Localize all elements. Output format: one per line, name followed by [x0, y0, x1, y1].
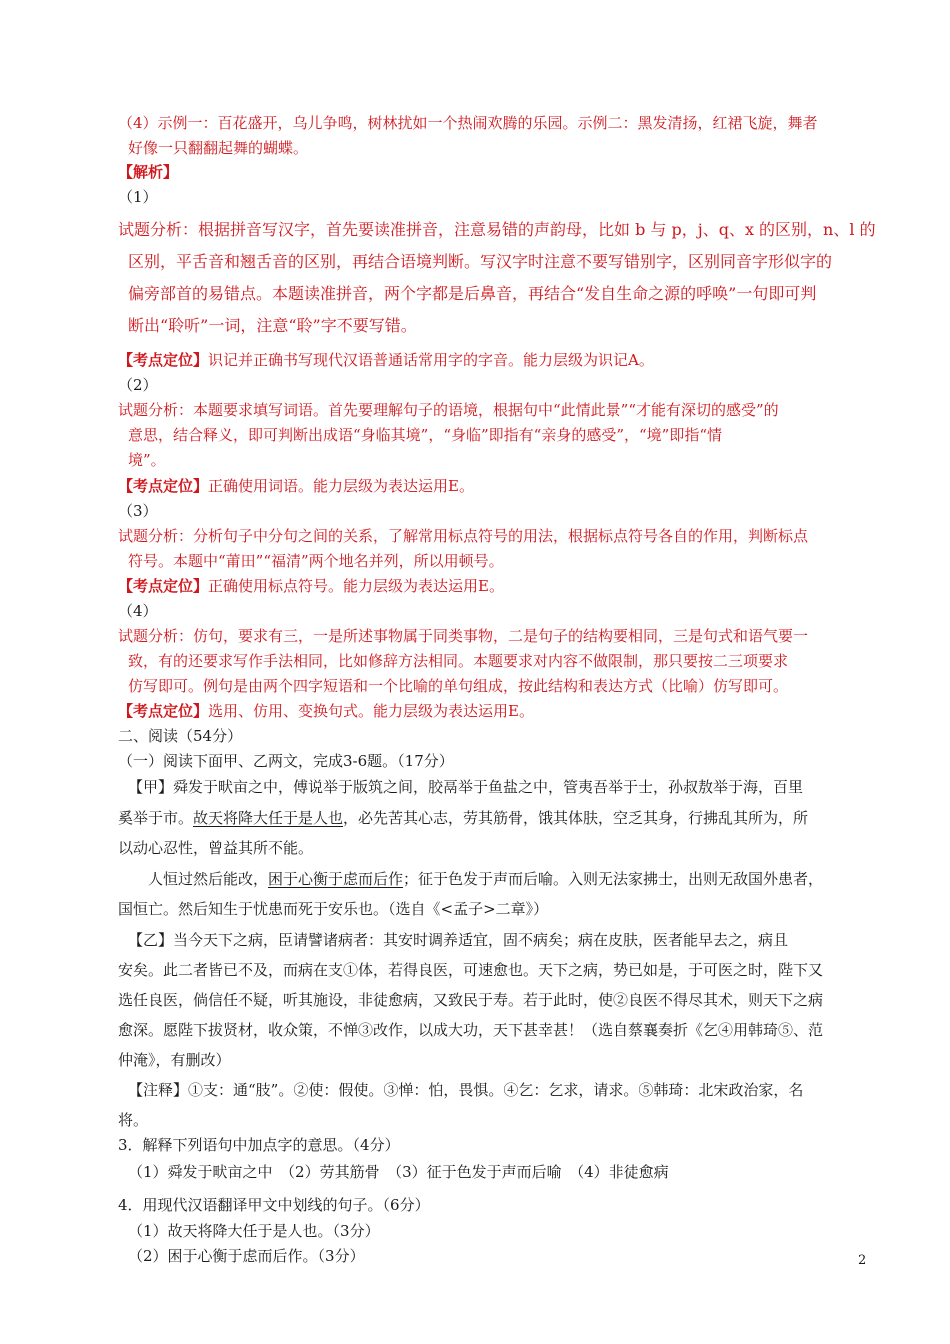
question4-title: 4．用现代汉语翻译甲文中划线的句子。（6分）: [118, 1196, 430, 1214]
part3-keypoint: [118, 573, 878, 599]
section2-heading: 二、阅读（54分）: [118, 727, 243, 745]
jia-line2: [118, 805, 878, 831]
part1-analysis-line3: 偏旁部首的易错点。本题读准拼音，两个字都是后鼻音，再结合“发自生命之源的呼唤”一句即可判: [128, 284, 817, 303]
part3-number: （3）: [118, 502, 158, 520]
question4-item1: （1）故天将降大任于是人也。（3分）: [128, 1222, 380, 1240]
part2-number: （2）: [118, 376, 158, 394]
part4-keypoint: [118, 698, 878, 724]
jia-line1: 【甲】舜发于畎亩之中，傅说举于版筑之间，胶鬲举于鱼盐之中，管夷吾举于士，孙叔敖举于海，百里: [128, 778, 804, 796]
part4-analysis-line1: 试题分析：仿句，要求有三，一是所述事物属于同类事物，二是句子的结构要相同，三是句式和语气要一: [118, 627, 809, 645]
part1-keypoint: [118, 347, 878, 373]
keypoint-tag: 【考点定位】: [118, 702, 209, 720]
yi-line3: 选任良医，倘信任不疑，听其施设，非徒愈病，又致民于寿。若于此时，使②良医不得尽其术，则天下之病: [118, 991, 824, 1009]
jia-text: 人恒过然后能改，: [148, 870, 269, 888]
part2-analysis-line1: 试题分析：本题要求填写词语。首先要理解句子的语境，根据句中“此情此景”“才能有深切的感受”的: [118, 401, 779, 419]
jia-line4: [148, 866, 908, 892]
yi-line5: 仲淹》，有删改）: [118, 1051, 231, 1069]
jia-line5: 国恒亡。然后知生于忧患而死于安乐也。（选自《<孟子>二章》）: [118, 900, 549, 918]
jia-line3: 以动心忍性，曾益其所不能。: [118, 839, 314, 857]
part4-number: （4）: [118, 602, 158, 620]
part3-analysis-line1: 试题分析：分析句子中分句之间的关系，了解常用标点符号的用法，根据标点符号各自的作用，判断标点: [118, 527, 809, 545]
keypoint-text: 选用、仿用、变换句式。能力层级为表达运用E。: [208, 702, 534, 720]
keypoint-text: 正确使用词语。能力层级为表达运用E。: [208, 477, 474, 495]
keypoint-tag: 【考点定位】: [118, 351, 209, 369]
keypoint-text: 正确使用标点符号。能力层级为表达运用E。: [208, 577, 504, 595]
part1-analysis-line4: 断出“聆听”一词，注意“聆”字不要写错。: [128, 316, 417, 335]
page-number: 2: [858, 1253, 867, 1268]
part3-analysis-line2: 符号。本题中“莆田”“福清”两个地名并列，所以用顿号。: [128, 552, 504, 570]
q4-example-line2: 好像一只翻翻起舞的蝴蝶。: [128, 139, 309, 157]
yi-line2: 安矣。此二者皆已不及，而病在支①体，若得良医，可速愈也。天下之病，势已如是，于可医之时，陛下又: [118, 961, 824, 979]
part4-analysis-line2: 致，有的还要求写作手法相同，比如修辞方法相同。本题要求对内容不做限制，那只要按二三项要求: [128, 652, 789, 670]
jia-text: ；征于色发于声而后喻。入则无法家拂士，出则无敌国外患者，: [403, 870, 824, 888]
keypoint-tag: 【考点定位】: [118, 477, 209, 495]
part1-number: （1）: [118, 188, 158, 206]
question3-title: 3．解释下列语句中加点字的意思。（4分）: [118, 1136, 400, 1154]
jia-text: ，必先苦其心志，劳其筋骨，饿其体肤，空乏其身，行拂乱其所为，所: [343, 809, 809, 827]
yi-line4: 愈深。愿陛下拔贤材，收众策，不惮③改作，以成大功，天下甚幸甚！（选自蔡襄奏折《乞④用韩琦⑤、范: [118, 1021, 824, 1039]
analysis-header: 【解析】: [118, 163, 179, 181]
yi-line1: 【乙】当今天下之病，臣请譬诸病者：其安时调养适宜，固不病矣；病在皮肤，医者能早去之，病且: [128, 931, 789, 949]
part4-analysis-line3: 仿写即可。例句是由两个四字短语和一个比喻的单句组成，按此结构和表达方式（比喻）仿写即可。: [128, 677, 789, 695]
question3-items: （1）舜发于畎亩之中 （2）劳其筋骨 （3）征于色发于声而后喻 （4）非徒愈病: [128, 1163, 669, 1181]
notes-line1: 【注释】①支：通“肢”。②使：假使。③惮：怕，畏惧。④乞：乞求，请求。⑤韩琦：北宋政治家，名: [128, 1081, 804, 1099]
underlined-sentence-1: 故天将降大任于是人也: [193, 809, 344, 827]
jia-text: 奚举于市。: [118, 809, 194, 827]
q4-example-line1: （4）示例一：百花盛开，乌儿争鸣，树林扰如一个热闹欢腾的乐园。示例二：黑发清扬，红裙飞旋，舞者: [118, 114, 818, 132]
question4-item2: （2）困于心衡于虑而后作。（3分）: [128, 1247, 365, 1265]
notes-line2: 将。: [118, 1111, 149, 1129]
part1-analysis-line1: 试题分析：根据拼音写汉字，首先要读准拼音，注意易错的声韵母，比如 b 与 p，j、q、x 的区别，n、l 的: [118, 220, 876, 239]
part2-keypoint: [118, 473, 878, 499]
keypoint-text: 识记并正确书写现代汉语普通话常用字的字音。能力层级为识记A。: [208, 351, 654, 369]
keypoint-tag: 【考点定位】: [118, 577, 209, 595]
reading-instruction: （一）阅读下面甲、乙两文，完成3-6题。（17分）: [118, 752, 454, 770]
part2-analysis-line3: 境”。: [128, 451, 166, 469]
underlined-sentence-2: 困于心衡于虑而后作: [268, 870, 404, 888]
part1-analysis-line2: 区别，平舌音和翘舌音的区别，再结合语境判断。写汉字时注意不要写错别字，区别同音字形似字的: [128, 252, 833, 271]
part2-analysis-line2: 意思，结合释义，即可判断出成语“身临其境”，“身临”即指有“亲身的感受”，“境”即指“情: [128, 426, 723, 444]
